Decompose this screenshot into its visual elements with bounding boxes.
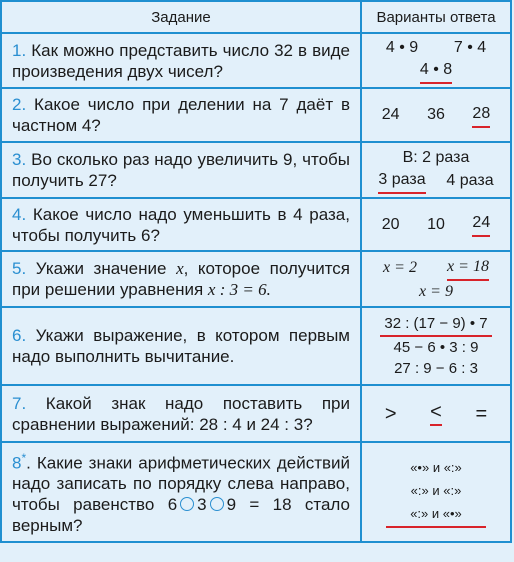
question-text-cell [1,251,361,307]
answer-option-selected[interactable]: 4 • 8 [420,59,452,84]
answer-option-selected[interactable]: x = 18 [447,256,489,281]
question-row [1,307,511,385]
question-text: Какое число при делении на 7 даёт в частном 4? [12,95,350,135]
question-row [1,442,511,542]
header-answers: Варианты ответа [361,1,511,33]
question-text: Как можно представить число 32 в виде произведения двух чисел? [12,40,350,81]
question-row [1,251,511,307]
answer-options-cell [361,385,511,442]
question-text: Какое число надо уменьшить в 4 раза, чтобы получить 6? [12,204,350,245]
equation: x : 3 = 6. [207,280,271,299]
equality-number: 3 [197,495,207,515]
question-text-cell [1,385,361,442]
question-row [1,198,511,251]
question-row [1,88,511,142]
variable-x: x [176,259,184,278]
answer-option-selected[interactable]: 24 [472,212,490,237]
answer-option[interactable]: 4 • 9 [385,39,419,56]
answer-option[interactable]: «:» и «:» [410,483,462,498]
question-text-cell [1,442,361,542]
question-text: Укажи выражение, в котором первым надо выполнить вычитание. [12,326,350,366]
question-row [1,142,511,198]
answer-option[interactable]: 10 [427,215,445,233]
header-row [1,1,511,33]
question-number: 2. [12,95,27,114]
answer-option-selected[interactable]: «:» и «•» [386,502,486,528]
blank-circle-icon [180,497,194,511]
question-row [1,33,511,88]
header-task: Задание [1,1,361,33]
equality-number: 9 = 18 [226,495,292,515]
question-text: . Какие знаки арифметических действий надо записать по порядку слева направо, чтобы равенство [12,453,350,515]
answer-option[interactable]: 36 [427,106,445,123]
answer-options-cell [361,33,511,88]
answer-option[interactable]: 45 − 6 • 3 : 9 [393,339,479,356]
answer-option[interactable]: = [475,402,488,425]
question-text-cell [1,88,361,142]
answer-option[interactable]: > [384,402,397,425]
answer-option[interactable]: x = 2 [383,259,417,276]
question-text: Во сколько раз надо увеличить 9, чтобы получить 27? [12,150,350,190]
question-number: 6. [12,326,27,345]
equality [168,495,305,514]
answer-option[interactable]: В: 2 раза [402,148,470,166]
question-number: 1. [12,40,27,60]
answer-option-selected[interactable]: 3 раза [378,169,425,194]
question-text: Какой знак надо поставить при сравнении выражений: 28 : 4 и 24 : 3? [12,393,350,434]
answer-options-cell [361,251,511,307]
answer-option[interactable]: 7 • 4 [453,39,487,56]
answer-options-cell [361,142,511,198]
question-number: 7. [12,393,27,413]
question-text-cell [1,33,361,88]
answer-option[interactable]: x = 9 [419,282,453,300]
question-number: 5. [12,259,27,278]
question-number: 3. [12,150,27,169]
answer-option[interactable]: 4 раза [446,172,494,189]
question-text-cell [1,198,361,251]
question-row [1,385,511,442]
blank-circle-icon [210,497,224,511]
question-text-cell [1,142,361,198]
question-number: 8 [12,453,22,473]
answer-option-selected[interactable]: 28 [472,103,490,128]
answer-option-selected[interactable]: 32 : (17 − 9) • 7 [380,313,492,337]
answer-option[interactable]: 27 : 9 − 6 : 3 [394,360,478,377]
question-text: , которое получится при решении уравнения [12,259,350,299]
question-text-cell [1,307,361,385]
equality-number: 6 [167,495,178,515]
answer-option[interactable]: «•» и «:» [410,460,462,475]
answer-options-cell [361,88,511,142]
answer-option-selected[interactable]: < [430,401,442,426]
answer-options-cell [361,307,511,385]
star-mark: * [21,450,27,465]
answer-option[interactable]: 24 [381,106,400,123]
answer-options-cell [361,198,511,251]
question-text: Укажи значение [35,259,167,278]
question-text: стало верным? [12,495,350,536]
question-number: 4. [12,204,27,224]
answer-option[interactable]: 20 [381,215,400,233]
answer-options-cell [361,442,511,542]
